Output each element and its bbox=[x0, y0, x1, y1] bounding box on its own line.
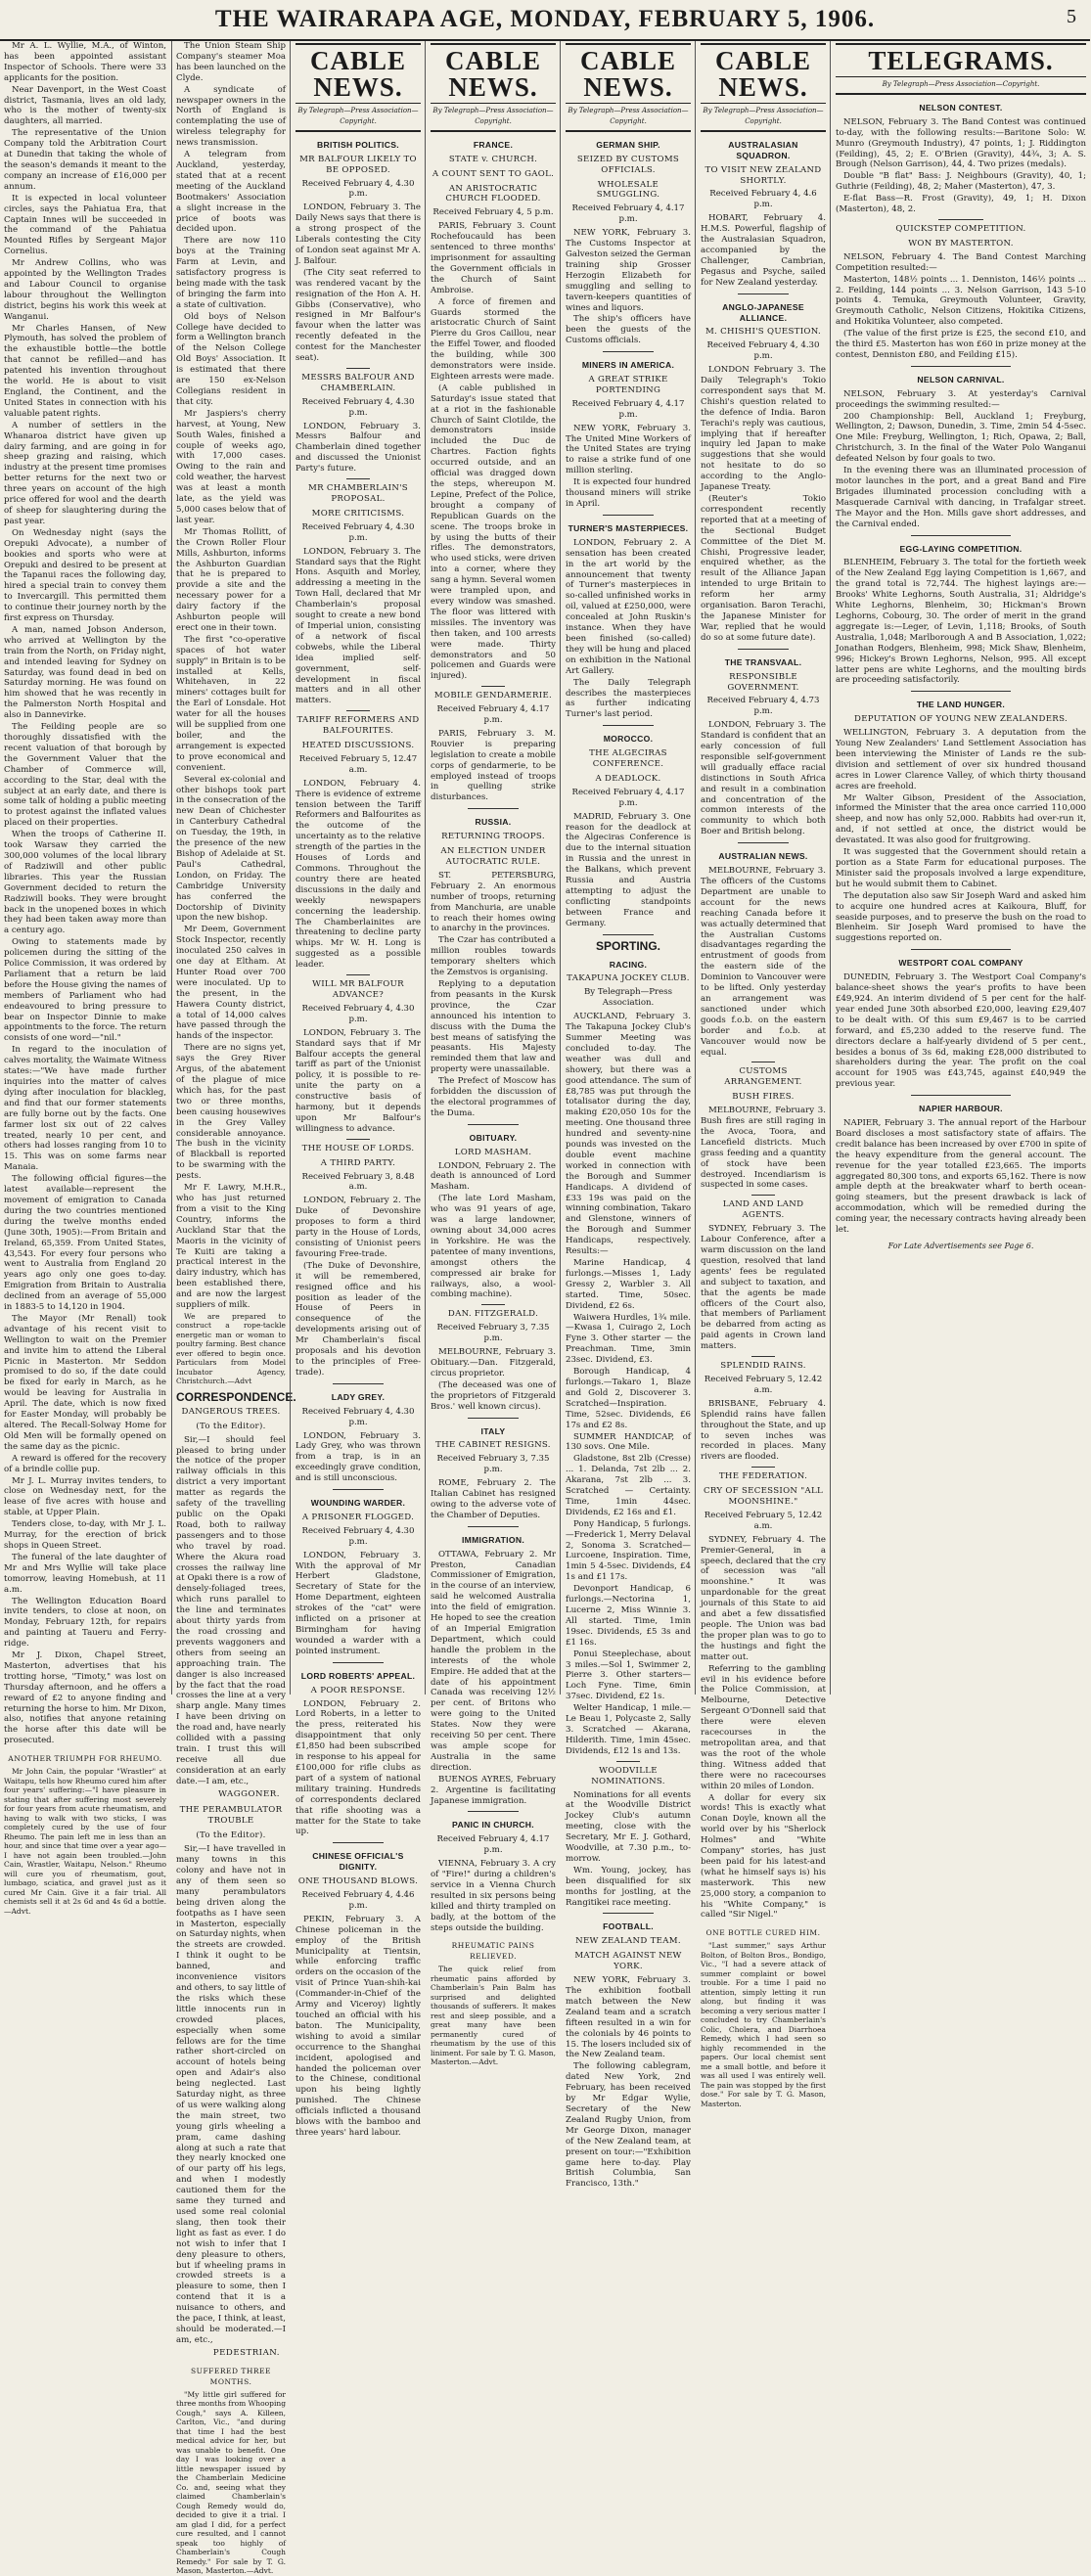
article-paragraph: When the troops of Catherine II. took Warsaw they carried the 300,000 volumes of the local library of Radziwill and other public libraries. This year the Russian Government decided to return the Radziwill books. They were brought back in the unopened boxes in which they had been taken away more than a century ago. bbox=[4, 830, 166, 936]
section-heading: MINERS IN AMERICA. bbox=[581, 360, 675, 371]
subheading: WILL MR BALFOUR ADVANCE? bbox=[312, 979, 404, 1000]
column-rule bbox=[603, 1913, 653, 1914]
article-paragraph: PEKIN, February 3. A Chinese policeman in the employ of the British Municipality at Tientsin, while enforcing traffic orders on the occasion of the visit of Prince Yuan-shih-kai (Commander-in-Chief of the Army and Viceroy) lightly touched an official with his baton. The Municipality, wishing to avoid a similar occurrence to the Shanghai incident, apologised and handed the policeman over to the Chinese, conditional upon his being lightly punished. The Chinese officials inflicted a thousand blows with the bamboo and three years' hard labour. bbox=[295, 1914, 421, 2138]
article-paragraph: Double "B flat" Bass: J. Neighbours (Gravity), 40, 1; Guthrie (Feilding), 48, 2; Maher (Masterton), 47, 3. bbox=[836, 171, 1086, 193]
section-heading: RUSSIA. bbox=[475, 817, 512, 828]
column-rule bbox=[468, 808, 518, 809]
article-paragraph: Owing to statements made by policemen during the sitting of the Police Commission, it was ordered by Parliament that a return be laid before the House giving the names of members of Parliament who had endeavoured to bring pressure to bear on Inspector Dinnie to make appointments to the force. The return consists of one word—"nil." bbox=[4, 937, 166, 1044]
column-4 bbox=[425, 41, 561, 2067]
column-rule bbox=[616, 1761, 639, 1762]
article-paragraph: ROME, February 2. The Italian Cabinet has resigned owing to the adverse vote of the Chamber of Deputies. bbox=[431, 1478, 556, 1520]
article-paragraph: NELSON, February 4. The Band Contest Marching Competition resulted:— bbox=[836, 251, 1086, 273]
section-heading: FOOTBALL. bbox=[603, 1921, 654, 1932]
column-rule bbox=[603, 934, 653, 935]
article-paragraph: AUCKLAND, February 3. The Takapuna Jockey Club's Summer Meeting was concluded to-day. The weather was dull and showery, but there was a good attendance. The sum of £8,785 was put through the totalisator during the day, making £20,050 10s for the meeting. One thousand three hundred and seventy-nine pounds was invested on the double event machine worked in connection with the Borough and Summer Handicaps. A dividend of £33 19s was paid on the winning combination, Takaro and Glenstone, winners of the Borough and Summer Handicaps, respectively. Results:— bbox=[566, 1012, 691, 1257]
cable-news-header: CABLE NEWS. bbox=[701, 43, 826, 104]
press-byline: By Telegraph—Press Association—Copyright. bbox=[701, 106, 826, 132]
column-rule bbox=[468, 1418, 518, 1419]
article-paragraph: Devonport Handicap, 6 furlongs.—Nectorina 1, Lucerne 2, Miss Winnie 3. All started. Time, 1min 19sec. Dividends, £5 3s and £1 16s. bbox=[566, 1584, 691, 1648]
article-paragraph: Welter Handicap, 1 mile.—Le Beau 1, Polycaste 2, Sally 3. Scratched — Akarana, Hilderith. Time, 1min 45sec. Dividends, £12 1s and 13s. bbox=[566, 1703, 691, 1756]
section-heading: ANGLO-JAPANESE ALLIANCE. bbox=[722, 301, 804, 323]
press-byline: By Telegraph—Press Association—Copyright. bbox=[836, 79, 1086, 95]
signature: WAGGONER. bbox=[218, 1788, 280, 1799]
cable-news-header: CABLE NEWS. bbox=[566, 43, 691, 104]
section-heading: NAPIER HARBOUR. bbox=[919, 1104, 1003, 1114]
signature: PEDESTRIAN. bbox=[212, 2347, 280, 2358]
subheading: ONE THOUSAND BLOWS. bbox=[297, 1876, 419, 1887]
subheading: RESPONSIBLE GOVERNMENT. bbox=[727, 671, 799, 693]
telegrams-header: TELEGRAMS. bbox=[836, 43, 1086, 77]
article-paragraph: The deputation also saw Sir Joseph Ward and asked him to acquire one hundred acres at Kaikoura, Bluff, for seaside purposes, and to preserve the bush on the road to Blenheim. Sir Joseph Ward promised to have the suggestions reported on. bbox=[836, 890, 1086, 944]
subheading: CUSTOMS ARRANGEMENT. bbox=[724, 1066, 802, 1088]
article-paragraph: It is expected four hundred thousand miners will strike in April. bbox=[566, 477, 691, 509]
article-paragraph: Mr Deem, Government Stock Inspector, recently inoculated 250 calves in one day at Eltham. At Hunter Road over 700 were inoculated. Up to the present, in the Hawera County district, a total of 14,000 calves have passed through the hands of the inspector. bbox=[176, 925, 286, 1042]
article-paragraph: The funeral of the late daughter of Mr and Mrs Wyllie will take place tomorrow, leaving Homebush, at 11 a.m. bbox=[4, 1552, 166, 1595]
subheading: WOODVILLE NOMINATIONS. bbox=[591, 1765, 665, 1786]
column-rule bbox=[346, 478, 369, 479]
article-paragraph: On Wednesday night (says the Orepuki Advocate), a number of bookies and sports who were at Orepuki and desired to be present at the Tapanui races the following day, hired a special train to convey them to Invercargill. This permitted them to continue their journey north by the first express on Thursday. bbox=[4, 527, 166, 624]
article-paragraph: ST. PETERSBURG, February 2. An enormous number of troops, returning from Manchuria, are unable to reach their homes owing to anarchy in the provinces. bbox=[431, 870, 556, 934]
dateline: Received February 5, 12.47 a.m. bbox=[298, 753, 418, 775]
article-paragraph: MELBOURNE, February 3. The officers of the Customs Department are unable to account for the news reaching Canada before it was actually determined that the Australian Customs disadvantages regarding the entrustment of goods from the eastern side of the Dominion to Vancouver were to be lifted. Only yesterday an arrangement was sanctioned under which goods f.o.b. on the eastern border and f.o.b. at Vancouver would now be equal. bbox=[701, 866, 826, 1058]
press-byline: By Telegraph—Press Association—Copyright. bbox=[431, 106, 556, 132]
dateline: Received February 4, 4.30 p.m. bbox=[301, 521, 415, 543]
dateline: Received February 4, 4.30 p.m. bbox=[301, 1406, 415, 1427]
subheading: MORE CRITICISMS. bbox=[311, 508, 405, 519]
subheading: BUSH FIRES. bbox=[732, 1092, 795, 1103]
article-paragraph: Nominations for all events at the Woodville District Jockey Club's autumn meeting, close with the Secretary, Mr E. J. Gothard, Woodville, at 7.30 p.m., to-morrow. bbox=[566, 1789, 691, 1864]
subheading: THE FEDERATION. bbox=[718, 1471, 808, 1482]
article-paragraph: (The late Lord Masham, who was 91 years of age, was a large landowner, owning about 34,000 acres in Yorkshire. He was the patentee of many inventions, amongst others the compressed air brake for railways, also, a wool-combing machine). bbox=[431, 1194, 556, 1300]
article-paragraph: The Mayor (Mr Renall) took advantage of his recent visit to Wellington to wait on the Premier and invite him to attend the Liberal Picnic in Masterton. Mr Seddon promised to do so, if the date could be fixed for early in March, as he would be leaving for Australia in April. The date, which is now fixed for Easter Monday, will probably be altered. The Recall-Solway Home for Old Men will be formally opened on the same day as the picnic. bbox=[4, 1313, 166, 1452]
press-byline: By Telegraph—Press Association—Copyright. bbox=[566, 106, 691, 132]
article-paragraph: The Wellington Education Board invite tenders, to close at noon, on Monday, February 12th, for repairs and painting at Taueru and Ferry-ridge. bbox=[4, 1596, 166, 1650]
section-heading: GERMAN SHIP. bbox=[596, 139, 660, 150]
advertisement-heading: SUFFERED THREE MONTHS. bbox=[191, 2366, 271, 2386]
dateline: Received February 4, 4.30 p.m. bbox=[301, 1525, 415, 1547]
column-rule bbox=[938, 219, 983, 220]
section-heading: ITALY bbox=[480, 1425, 506, 1436]
article-paragraph: BUENOS AYRES, February 2. Argentine is facilitating Japanese immigration. bbox=[431, 1774, 556, 1806]
subheading: DANGEROUS TREES. bbox=[181, 1406, 281, 1417]
subheading: A PRISONER FLOGGED. bbox=[301, 1512, 415, 1522]
article-paragraph: It is expected in local volunteer circles, says the Pahiatua Era, that Captain Innes will be succeeded in the command of the Pahiatua Mounted Rifles by Sergeant Major Cornelius. bbox=[4, 193, 166, 257]
subheading: QUICKSTEP COMPETITION. bbox=[895, 223, 1026, 234]
masthead bbox=[0, 0, 1090, 41]
article-paragraph: Sir,—I should feel pleased to bring under the notice of the proper railway officials in this district a very important matter as regards the safety of the travelling public on the Opaki Road, both to railway passengers and to those who travel by road. Where the Akura road crosses the railway line at Opaki there is a row of densely-foliaged trees, which runs parallel to the line and terminates about thirty yards from the road crossing and prevents waggoners and others from seeing an approaching train. The danger is also increased by the fact that the road crosses the line at a very sharp angle. Many times I have been driving on the road and, have nearly collided with a passing train. I trust this will receive all due consideration at an early date.—I am, etc., bbox=[176, 1434, 286, 1786]
advertisement-text: Mr John Cain, the popular "Wrastler" at Waitapu, tells how Rheumo cured him after four years' suffering:—"I have pleasure in stating that after suffering most severely for four years from acute rheumatism, and having to walk with two sticks, I was completely cured by the use of four Rheumo. The pain left me in less than an hour, and since that time over a year ago—I have not again been troubled.—John Cain, Wrastler, Waitapu, Nelson." Rheumo will cure you of rheumatism, gout, lumbago, sciatica, and gravel just as it cured Mr Cain. Give it a fair trial. All chemists sell it at 2s 6d and 4s 6d a bottle.—Advt. bbox=[4, 1767, 166, 1916]
article-paragraph: Replying to a deputation from peasants in the Kursk province, the Czar announced his intention to discuss with the Duma the best means of satisfying the peasants. His Majesty reminded them that law and property were unassailable. bbox=[431, 978, 556, 1075]
dateline: Received February 4, 4.30 p.m. bbox=[301, 396, 415, 418]
article-paragraph: LONDON, February 2. A sensation has been created in the art world by the announcement that twenty of Turner's masterpieces in so-called unfinished works in oil, valued at £250,000, were concealed at John Ruskin's instance. When they have been finished (so-called) they will be hung and placed on exhibition in the National Art Gallery. bbox=[566, 537, 691, 676]
article-paragraph: HOBART, February 4. H.M.S. Powerful, flagship of the Australasian Squadron, accompanied by the Challenger, Cambrian, Pegasus and Psyche, sailed for New Zealand yesterday. bbox=[701, 213, 826, 288]
article-paragraph: A syndicate of newspaper owners in the North of England is contemplating the use of wireless telegraphy for news transmission. bbox=[176, 84, 286, 149]
column-rule bbox=[603, 725, 653, 726]
column-3 bbox=[290, 41, 426, 2138]
article-paragraph: SYDNEY, February 4. The Premier-General, in a speech, declared that the cry of secession was "all moonshine." It was unpardonable for the great journals of this State to aid and abet a few dissatisfied people. The Union was bad the proper plan was to go to the hustings and fight the matter out. bbox=[701, 1534, 826, 1662]
column-6 bbox=[695, 41, 831, 2108]
cable-news-header: CABLE NEWS. bbox=[295, 43, 421, 104]
article-paragraph: The Czar has contributed a million roubles towards temporary shelters which the Zemstvos is organising. bbox=[431, 935, 556, 978]
subheading: CRY OF SECESSION "ALL MOONSHINE." bbox=[703, 1486, 824, 1508]
article-paragraph: Pony Handicap, 5 furlongs.—Frederick 1, Merry Delaval 2, Sonoma 3. Scratched—Lurcoene, Inspiration. Time, 1min 5 4-5sec. Dividends, £4 1s and £1 17s. bbox=[566, 1518, 691, 1583]
section-heading: LORD ROBERTS' APPEAL. bbox=[300, 1670, 416, 1681]
article-paragraph: Near Davenport, in the West Coast district, Tasmania, lives an old lady, who is the mother of twenty-six daughters, all married. bbox=[4, 84, 166, 127]
column-rule bbox=[603, 351, 653, 352]
article-paragraph: Gladstone, 8st 2lb (Cresse) ... 1. Delanda, 7st 2lb ... 2. Akarana, 7st 2lb ... 3. Scratched — Certainty. Time, 1min 44sec. Dividends, £2 16s and £1. bbox=[566, 1454, 691, 1517]
article-paragraph: (Reuter's Tokio correspondent recently reported that at a meeting of the Sectional Budget Committee of the Diet M. Chishi, Progressive leader, enquired whether, as the result of the Alliance Japan intended to urge Britain to reform her army organisation. Baron Terachi, the Japanese Minister for War, replied that he would do so at some future date). bbox=[701, 494, 826, 643]
article-paragraph: Mr A. L. Wyllie, M.A., of Winton, has been appointed assistant Inspector of Schools. There were 33 applicants for the position. bbox=[4, 41, 166, 83]
article-paragraph: There are now 110 boys at the Training Farm at Levin, and satisfactory progress is being made with the task of bringing the farm into a state of cultivation. bbox=[176, 236, 286, 310]
column-rule bbox=[333, 1662, 383, 1663]
article-paragraph: VIENNA, February 3. A cry of "Fire!" during a children's service in a Vienna Church resulted in six persons being killed and thirty trampled on badly, at the bottom of the steps outside the building. bbox=[431, 1859, 556, 1933]
dateline: Received February 4, 4.17 p.m. bbox=[436, 1834, 550, 1856]
subheading: AN ELECTION UNDER AUTOCRATIC RULE. bbox=[440, 846, 546, 867]
article-paragraph: Mr Charles Hansen, of New Plymouth, has solved the problem of the exhaustible bottle—the bottle that cannot be refilled—and has patented his invention throughout the world. He is about to visit England, the Continent, and the United States in connection with his valuable patent rights. bbox=[4, 323, 166, 419]
article-paragraph: Mr J. Dixon, Chapel Street, Masterton, advertises that his trotting horse, "Timoty," was lost on Thursday afternoon, and he offers a reward of £2 to anyone finding and returning the horse to him. Mr Dixon, also, notifies that anyone retaining the horse after this date will be prosecuted. bbox=[4, 1650, 166, 1746]
section-heading: NELSON CARNIVAL. bbox=[917, 374, 1005, 384]
article-paragraph: MELBOURNE, February 3. Obituary.—Dan. Fitzgerald, circus proprietor. bbox=[431, 1347, 556, 1378]
advertisement-text: We are prepared to construct a rope-tackle energetic man or woman to poultry farming. Best chance ever offered to begin once. Particulars from Model Incubator Agency, Christchurch.—Advt bbox=[176, 1311, 286, 1386]
subheading: MR BALFOUR LIKELY TO BE OPPOSED. bbox=[299, 154, 417, 175]
article-paragraph: 200 Championship: Bell, Auckland 1; Freyburg, Wellington, 2; Dawson, Dunedin, 3. Time, 2min 54 4-5sec. One Mile: Freyburg, Wellington, 1; Rich, Opawa, 2; Ball, Christchurch, 3. In the final of the Water Polo Wanganui defeated Nelson by four goals to two. bbox=[836, 411, 1086, 465]
column-7 bbox=[830, 41, 1091, 1695]
column-rule bbox=[333, 1383, 383, 1384]
dateline: Received February 4, 4.30 p.m. bbox=[301, 178, 415, 200]
column-rule bbox=[346, 1139, 369, 1140]
article-paragraph: Borough Handicap, 4 furlongs.—Takaro 1, Blaze and Gold 2, Discoverer 3. Scratched—Inspiration. Time, 52sec. Dividends, £6 17s and £2 8s. bbox=[566, 1367, 691, 1430]
subheading: A COUNT SENT TO GAOL. bbox=[432, 168, 555, 179]
column-rule bbox=[911, 366, 1011, 367]
section-heading: NELSON CONTEST. bbox=[919, 102, 1003, 113]
column-rule bbox=[738, 842, 788, 843]
subheading: THE ALGECIRAS CONFERENCE. bbox=[589, 748, 667, 770]
dateline: Received February 3, 8.48 a.m. bbox=[301, 1171, 415, 1193]
column-rule bbox=[346, 710, 369, 711]
article-paragraph: A force of firemen and Guards stormed the aristocratic Church of Saint Pierre du Gros Caillou, near the Eiffel Tower, and flooded the building, while 300 demonstrators were inside. Eighteen arrests were made. bbox=[431, 296, 556, 382]
article-paragraph: LONDON February 3. The Daily Telegraph's Tokio correspondent says that M. Chishi's question related to the defence of India. Baron Terachi's reply was cautious, implying that if hereafter inquiry led Japan to make suggestions that she would not hesitate to do so according to the Anglo-Japanese Treaty. bbox=[701, 365, 826, 493]
article-paragraph: E-flat Bass—R. Frost (Gravity), 49, 1; H. Dixon (Masterton), 48, 2. bbox=[836, 194, 1086, 215]
article-paragraph: (The value of the first prize is £25, the second £10, and the third £5. Masterton has won £60 in prize money at the contest, Denniston £80, and Feilding £15). bbox=[836, 329, 1086, 360]
advertisement bbox=[701, 1941, 826, 2108]
article-paragraph: In regard to the inoculation of calves mortality, the Waimate Witness states:—"We have made further inquiries into the matter of calves dying after inoculation for blackleg, and find that our former statements are fully borne out by the facts. One farmer lost six out of 22 calves treated, nearly 10 per cent, and others had losses ranging from 10 to 15. This was on some farms near Manaia. bbox=[4, 1045, 166, 1173]
article-paragraph: The Prefect of Moscow has forbidden the discussion of the electoral programmes of the Duma. bbox=[431, 1076, 556, 1118]
dateline: Received February 3, 7.35 p.m. bbox=[436, 1323, 550, 1344]
advertisement-text: "Last summer," says Arthur Bolton, of Bolton Bros., Bondigo, Vic., "I had a severe attack of summer complaint or bowel trouble. For a time I paid no attention, simply letting it run along, but finding it was becoming a very serious matter I concluded to try Chamberlain's Colic, Cholera, and Diarrhoea Remedy, which I had seen so highly recommended in the papers. Our local chemist sent me a small bottle, and before it was all used I was entirely well. The pain was stopped by the first dose." For sale by T. G. Mason, Masterton. bbox=[701, 1941, 826, 2108]
column-2 bbox=[171, 41, 296, 2575]
article-paragraph: Mr Thomas Rollitt, of the Crown Roller Flour Mills, Ashburton, informs the Ashburton Guardian that he is prepared to provide a site and the necessary power for a dairy factory if the Ashburton people will erect one in their town. bbox=[176, 526, 286, 633]
dateline: Received February 5, 12.42 a.m. bbox=[704, 1510, 823, 1531]
subheading: AN ARISTOCRATIC CHURCH FLOODED. bbox=[445, 183, 541, 204]
article-paragraph: Mr Andrew Collins, who was appointed by the Wellington Trades and Labour Council to organise labour throughout the Wellington district, begins his work this week at Wanganui. bbox=[4, 258, 166, 322]
section-heading: BRITISH POLITICS. bbox=[317, 139, 399, 150]
section-heading: LADY GREY. bbox=[331, 1391, 386, 1402]
article-paragraph: LONDON, February 3. The Daily News says that there is a strong prospect of the Liberals contesting the City of London seat against Mr A. J. Balfour. bbox=[295, 203, 421, 266]
article-paragraph: The Daily Telegraph describes the masterpieces as further indicating Turner's last period. bbox=[566, 677, 691, 720]
section-heading: AUSTRALIAN NEWS. bbox=[718, 851, 808, 862]
article-paragraph: LONDON, February 3. The Standard says that if Mr Balfour accepts the general tariff as part of the Unionist policy, it is possible to re-unite the party on a constructive basis of harmony, but it depends upon Mr Balfour's willingness to advance. bbox=[295, 1027, 421, 1134]
article-paragraph: (The deceased was one of the proprietors of Fitzgerald Bros.' well known circus). bbox=[431, 1379, 556, 1412]
article-paragraph: BLENHEIM, February 3. The total for the fortieth week of the New Zealand Egg laying Competition is 1,667, and the grand total is 72,744. The highest layings are:—Brooks' White Leghorns, South Australia, 31; Aldridge's White Leghorns, Blenheim, 30; Hickman's Brown Leghorns, Cobourg, 30. The order of merit in the grand aggregate is:—Leger, of Levin, 1,118; Brooks, of South Australia, 1,048; Marlborough A and B Association, 1,022; Jonathan Rodgers, Blenheim, 998; Mick Shaw, Blenheim, 996; Hickey's Brown Leghorns, Nelson, 995. All except latter pens are white Leghorns, and the moulting birds are proceeding satisfactorily. bbox=[836, 558, 1086, 686]
section-title: CORRESPONDENCE. bbox=[176, 1389, 296, 1404]
subheading: SPLENDID RAINS. bbox=[720, 1361, 806, 1372]
section-heading: OBITUARY. bbox=[469, 1132, 518, 1143]
article-paragraph: A telegram from Auckland, yesterday, stated that at a recent meeting of the Auckland Bootmakers' Association a slight increase in the price of boots was decided upon. bbox=[176, 150, 286, 235]
dateline: Received February 3, 7.35 p.m. bbox=[436, 1454, 550, 1475]
advertisement bbox=[431, 1965, 556, 2067]
press-byline: By Telegraph—Press Association—Copyright. bbox=[295, 106, 421, 132]
column-rule bbox=[333, 1842, 383, 1843]
subheading: TARIFF REFORMERS AND BALFOURITES. bbox=[296, 715, 420, 737]
article-paragraph: SYDNEY, February 3. The Labour Conference, after a warm discussion on the land question, resolved that land agents' fees be regulated and subject to taxation, and that the agents be made officers of the Court also, that members of Parliament be debarred from acting as paid agents in Crown land matters. bbox=[701, 1224, 826, 1352]
article-paragraph: LONDON, February 2. Lord Roberts, in a letter to the press, reiterated his disappointment that only £1,850 had been subscribed in response to his appeal for £100,000 for rifle clubs as part of a system of national military training. Hundreds of correspondents declared that rifle shooting was a matter for the State to take up. bbox=[295, 1698, 421, 1837]
subheading: TO VISIT NEW ZEALAND SHORTLY. bbox=[705, 164, 822, 186]
column-rule bbox=[751, 1467, 774, 1468]
article-paragraph: The first "co-operative spaces of hot water supply" in Britain is to be installed at Kells, Whitehaven, in 22 miners' cottages built for the Earl of Lonsdale. Hot water for all the houses will be supplied from one boiler, and the arrangement is expected to prove economical and convenient. bbox=[176, 634, 286, 773]
section-heading: CHINESE OFFICIAL'S DIGNITY. bbox=[312, 1851, 404, 1873]
newspaper-page bbox=[0, 41, 1090, 2575]
subheading: WHOLESALE SMUGGLING. bbox=[596, 179, 660, 201]
advertisement-heading: RHEUMATIC PAINS RELIEVED. bbox=[451, 1941, 535, 1962]
article-paragraph: WELLINGTON, February 3. A deputation from the Young New Zealanders' Land Settlement Association has been interviewing the Minister of Lands re the sub-division and settlement of over six hundred thousand acres in Lower Clarence Valley, of which thirty thousand acres are freehold. bbox=[836, 728, 1086, 791]
article-paragraph: NELSON, February 3. The Band Contest was continued to-day, with the following results:—Baritone Solo: W. Munro (Greymouth Industry), 47 points, 1; J. Riddington (Feilding), 45, 2; E. O'Brien (Gravity), 44¾, 3; A. S. Brough (Nelson Garrison), 44, 4. Two prizes (medals). bbox=[836, 116, 1086, 170]
article-paragraph: The ship's officers have been the guests of the Customs officials. bbox=[566, 314, 691, 346]
article-paragraph: Old boys of Nelson College have decided to form a Wellington branch of the Nelson College Old Boys' Association. It is estimated that there are 150 ex-Nelson Collegians resident in that city. bbox=[176, 311, 286, 407]
column-rule bbox=[751, 1195, 774, 1196]
article-paragraph: Wm. Young, jockey, has been disqualified for six months for jostling, at the Rangitikei race meeting. bbox=[566, 1865, 691, 1908]
subheading: A GREAT STRIKE PORTENDING bbox=[588, 375, 668, 395]
subheading: SEIZED BY CUSTOMS OFFICIALS. bbox=[576, 154, 680, 175]
section-title: SPORTING. bbox=[595, 938, 660, 953]
dateline: Received February 4, 4.17 p.m. bbox=[571, 398, 685, 420]
article-paragraph: The representative of the Union Company told the Arbitration Court at Dunedin that taking the whole of the season's demands it meant to the company an increase of £16,000 per annum. bbox=[4, 128, 166, 192]
section-heading: THE TRANSVAAL. bbox=[724, 656, 802, 667]
late-advertisements-note: For Late Advertisements see Page 6. bbox=[887, 1242, 1034, 1250]
article-paragraph: LONDON, February 3. The Standard is confident that an early concession of full responsible self-government will gradually efface racial distinctions in South Africa and result in a combination and concentration of the common interests of the community to which both Boer and British belong. bbox=[701, 720, 826, 837]
column-rule bbox=[346, 368, 369, 369]
advertisement bbox=[176, 2390, 286, 2576]
page-number: 5 bbox=[1067, 6, 1076, 27]
article-paragraph: NEW YORK, February 3. The Customs Inspector at Galveston seized the German training ship Grosser Herzogin Elizabeth for smuggling and selling to tavern-keepers quantities of wines and liquors. bbox=[566, 228, 691, 313]
article-paragraph: Sir,—I have travelled in many towns in this colony and have not in any of them seen so many perambulators being driven along the footpaths as I have seen in Masterton, especially on Saturday nights, when the streets are crowded. I think it ought to be banned, and inconvenience visitors and others, to say little of the risks which these little innocents run in crowded places, especially when some fellows are for the time rather short-circled on account of hotels being open and Adair's also being neglected. Last Saturday night, as three of us were walking along the main street, two young girls wheeling a pram, came dashing along at such a rate that they nearly knocked one of our party off his legs, and when I modestly cautioned them for the same they turned and used some real colonial slang, then took their light as fast as ever. I do not wish to infer that I deny pleasure to others, but if wheeling prams in crowded streets is a pleasure to some, then I contend that it is a nuisance to others, and the pace, I think, at least, should be moderated.—I am, etc., bbox=[176, 1844, 286, 2345]
section-heading: PANIC IN CHURCH. bbox=[452, 1820, 534, 1830]
article-paragraph: PARIS, February 3. M. Rouvier is preparing legislation to create a mobile corps of gendarmerie, to be employed instead of troops in quelling strike disturbances. bbox=[431, 728, 556, 803]
dateline: Received February 4, 4.46 p.m. bbox=[301, 1890, 415, 1911]
article-paragraph: LONDON, February 2. The death is announced of Lord Masham. bbox=[431, 1160, 556, 1193]
column-rule bbox=[911, 949, 1011, 950]
article-paragraph: Marine Handicap, 4 furlongs.—Misses 1, Lady Gressy 2, Warbler 3. All started. Time, 50sec. Dividend, £2 6s. bbox=[566, 1258, 691, 1311]
article-paragraph: There are no signs yet, says the Grey River Argus, of the abatement of the plague of mice which has, for the past two or three months, been causing housewives in the Grey Valley considerable annoyance. The bush in the vicinity of Blackball is reported to be swarming with the pests. bbox=[176, 1043, 286, 1182]
article-paragraph: In the evening there was an illuminated procession of motor launches in the port, and a great Band and Fire Brigades illuminated procession concluding with a Masquerade Carnival with dancing, in Trafalgar street. The Mayor and the Hon. Mills gave short addresses, and the Carnival ended. bbox=[836, 466, 1086, 529]
subheading: THE HOUSE OF LORDS. bbox=[301, 1143, 415, 1153]
section-heading: EGG-LAYING COMPETITION. bbox=[899, 543, 1023, 554]
advertisement bbox=[4, 1767, 166, 1916]
article-paragraph: Mr F. Lawry, M.H.R., who has just returned from a visit to the King Country, informs the Auckland Star that the Maoris in the vicinity of Te Kuiti are taking a practical interest in the dairy industry, which has been established there, and are now the largest suppliers of milk. bbox=[176, 1183, 286, 1311]
article-paragraph: Mr Jaspiers's cherry harvest, at Young, New South Wales, finished a couple of weeks ago, with 17,000 cases. Owing to the rain and cold weather, the harvest was at least a month late, as the yield was 5,000 cases below that of last year. bbox=[176, 408, 286, 525]
article-paragraph: NEW YORK, February 3. The exhibition football match between the New Zealand team and a scratch fifteen resulted in a win for the colonials by 46 points to 15. The losers included six of the New Zealand team. bbox=[566, 1975, 691, 2060]
dateline: Received February 4, 4.6 p.m. bbox=[709, 189, 817, 210]
advertisement bbox=[176, 1312, 286, 1386]
article-paragraph: Tenders close, to-day, with Mr J. L. Murray, for the erection of brick shops in Queen Street. bbox=[4, 1519, 166, 1551]
article-paragraph: SUMMER HANDICAP, of 130 sovs. One Mile. bbox=[566, 1431, 691, 1453]
dateline: Received February 4, 4.73 p.m. bbox=[706, 696, 820, 717]
column-rule bbox=[468, 1811, 518, 1812]
advertisement-text: The quick relief from rheumatic pains afforded by Chamberlain's Pain Balm has surprised and delighted thousands of sufferers. It makes rest and sleep possible, and a great many have been permanently cured of rheumatism by the use of this liniment. For sale by T. G. Mason, Masterton.—Advt. bbox=[431, 1965, 556, 2067]
section-heading: MOROCCO. bbox=[603, 734, 654, 745]
article-paragraph: Referring to the gambling evil in his evidence before the Police Commission, at Melbourne, Detective Sergeant O'Donnell said that there were eleven racecourses in the metropolitan area, and that was the root of the whole thing. Witness added that there were no racecourses within 20 miles of London. bbox=[701, 1663, 826, 1791]
dateline: Received February 4, 4.17 p.m. bbox=[571, 787, 685, 808]
section-heading: RACING. bbox=[609, 959, 648, 970]
article-paragraph: Several ex-colonial and other bishops took part in the consecration of the new Dean of Chichester in Canterbury Cathedral on Tuesday, the 19th, in the presence of the new Bishop of Adelaide at St. Paul's Cathedral, London, on Friday. The Cambridge University has conferred the Doctorship of Divinity upon the new bishop. bbox=[176, 774, 286, 924]
subheading: TAKAPUNA JOCKEY CLUB. bbox=[567, 973, 690, 984]
column-5 bbox=[560, 41, 696, 2190]
article-paragraph: Waiwera Hurdles, 1¾ mile.—Kwasa 1, Cuirago 2, Loch Fyne 3. Other starter — the Preachman. Time, 3min 23sec. Dividend, £3. bbox=[566, 1312, 691, 1366]
article-paragraph: NELSON, February 3. At yesterday's Carnival proceedings the swimming resulted:— bbox=[836, 388, 1086, 410]
section-heading: IMMIGRATION. bbox=[461, 1534, 525, 1545]
article-paragraph: LONDON, February 3. Messrs Balfour and Chamberlain dined together and discussed the Unionist Party's future. bbox=[295, 421, 421, 475]
article-paragraph: A man, named Jobson Anderson, who arrived at Wellington by the train from the North, on Friday night, and intended leaving for Sydney on Saturday, was found dead in bed on Saturday morning. He was found on him showed that he was recently in the Palmerston North Hospital and also in Dannevirke. bbox=[4, 624, 166, 721]
section-heading: THE LAND HUNGER. bbox=[916, 700, 1006, 710]
dateline: Received February 4, 4.17 p.m. bbox=[436, 704, 550, 726]
subheading: MOBILE GENDARMERIE. bbox=[433, 691, 553, 701]
article-paragraph: A dollar for every six words! This is exactly what Conan Doyle, known all the world over by his "Sherlock Holmes" and "White Company" stories, has just been paid for his latest-and (what he himself says is) his masterwork. This new 25,000 story, a companion to his "White Company," is called "Sir Nigel." bbox=[701, 1792, 826, 1921]
article-paragraph: Mr Walter Gibson, President of the Association, informed the Minister that the area once carried 110,000 sheep, and now has only 52,000. Rabbits had over-run it, and, if not settled at once, the district would be devastated. It was also good for fruitgrowing. bbox=[836, 792, 1086, 846]
subheading: NEW ZEALAND TEAM. bbox=[575, 1936, 681, 1947]
column-rule bbox=[911, 1095, 1011, 1096]
subheading: LAND AND LAND AGENTS. bbox=[722, 1199, 804, 1221]
subheading: MR CHAMBERLAIN'S PROPOSAL. bbox=[307, 483, 408, 504]
article-paragraph: LONDON, February 4. There is evidence of extreme tension between the Tariff Reformers and Balfourites as the outcome of the uncertainty as to the relative strength of the parties in the Houses of Lords and Commons. Throughout the country there are heated discussions in the daily and weekly newspapers concerning the leadership. The Chamberlainites are threatening to decline party whips. Mr W. H. Long is suggested as a possible leader. bbox=[295, 778, 421, 971]
subheading: A THIRD PARTY. bbox=[320, 1157, 396, 1168]
column-rule bbox=[481, 1304, 504, 1305]
section-heading: WESTPORT COAL COMPANY bbox=[898, 958, 1023, 969]
subheading: A POOR RESPONSE. bbox=[310, 1685, 406, 1695]
article-paragraph: Ponui Steeplechase, about 3 miles.—Sol 1, Swimmer 2, Pierre 3. Other starters—Loch Fyne. Time, 6min 37sec. Dividend, £2 1s. bbox=[566, 1649, 691, 1702]
article-paragraph: The Union Steam Ship Company's steamer Moa has been launched on the Clyde. bbox=[176, 41, 286, 83]
subheading: WON BY MASTERTON. bbox=[908, 238, 1014, 249]
article-paragraph: LONDON, February 2. The Duke of Devonshire proposes to form a third party in the House of Lords, consisting of Unionist peers favouring Free-trade. bbox=[295, 1196, 421, 1259]
cable-news-header: CABLE NEWS. bbox=[431, 43, 556, 104]
dateline: Received February 4, 4.17 p.m. bbox=[571, 203, 685, 225]
dateline: Received February 4, 5 p.m. bbox=[432, 207, 554, 218]
section-heading: AUSTRALASIAN SQUADRON. bbox=[728, 139, 798, 160]
article-paragraph: OTTAWA, February 2. Mr Preston, Canadian Commissioner of Emigration, in the course of an interview, said he welcomed Australia into the field of emigration. He hoped to see the creation of an Imperial Emigration Department, which could handle the problem in the interests of the whole Empire. He added that at the date of his appointment Canada was receiving 12½ per cent. of Britons who were going to the United States. Now they were receiving 50 per cent. There was ample scope for Australia in the same direction. bbox=[431, 1549, 556, 1773]
article-paragraph: (The Duke of Devonshire, it will be remembered, resigned office and his position as leader of the House of Peers in consequence of the developments arising out of Mr Chamberlain's fiscal proposals and his devotion to the principles of Free-trade). bbox=[295, 1260, 421, 1378]
advertisement-heading: ONE BOTTLE CURED HIM. bbox=[705, 1928, 821, 1938]
article-paragraph: The following cablegram, dated New York, 2nd February, has been received by Mr Edgar Wylie, Secretary of the New Zealand Rugby Union, from Mr George Dixon, manager of the New Zealand team, at present on tour:—"Exhibition game here to-day. Play British Columbia, San Francisco, 13th." bbox=[566, 2061, 691, 2190]
section-heading: TURNER'S MASTERPIECES. bbox=[568, 522, 689, 533]
subheading: STATE v. CHURCH. bbox=[448, 154, 538, 164]
column-rule bbox=[333, 1489, 383, 1490]
column-rule bbox=[481, 686, 504, 687]
dateline: By Telegraph—Press Association. bbox=[583, 987, 673, 1009]
article-paragraph: PARIS, February 3. Count Rochefoucauld has been sentenced to three months' imprisonment for assaulting the Government officials in the Church of Saint Ambroise. bbox=[431, 221, 556, 295]
dateline: Received February 4, 4.30 p.m. bbox=[706, 340, 820, 362]
article-paragraph: DUNEDIN, February 3. The Westport Coal Company's balance-sheet shows the year's profits to have been £49,924. An interim dividend of 5 per cent for the half-year ended June 30th absorbed £20,000, leaving £29,407 to be dealt with. Of this sum £9,467 is to be carried forward, and £5,230 added to the reserve fund. The directors declare a half-yearly dividend of 5 per cent., besides a bonus of 3s 6d, making £28,000 distributed to shareholders during the year. The profit on the coal account for 1905 was £43,745, against £40,949 the previous year. bbox=[836, 972, 1086, 1090]
section-heading: FRANCE. bbox=[473, 139, 514, 150]
article-paragraph: MADRID, February 3. One reason for the deadlock at the Algeciras Conference is due to the internal situation in Russia and the unrest in the Balkans, which prevent Russia and Austria attempting to adjust the conflicting standpoints between France and Germany. bbox=[566, 811, 691, 928]
column-rule bbox=[911, 691, 1011, 692]
article-paragraph: NEW YORK, February 3. The United Mine Workers of the United States are trying to raise a strike fund of one million sterling. bbox=[566, 423, 691, 476]
article-paragraph: The following official figures—the latest available—represent the movement of emigration to Canada during the two countries mentioned during the twelve months ended (June 30th, 1905):—From Britain and Ireland, 65,359. From United States, 43,543. For every four persons who went to Australia from England 20 years ago only one goes to-day. Emigration from Britain to Australia declined from an average of 55,000 in 1883-5 to 14,120 in 1904. bbox=[4, 1174, 166, 1313]
subheading: HEATED DISCUSSIONS. bbox=[301, 741, 415, 751]
subheading: LORD MASHAM. bbox=[454, 1147, 532, 1157]
column-rule bbox=[738, 649, 788, 650]
subheading: DAN. FITZGERALD. bbox=[447, 1309, 539, 1320]
column-rule bbox=[911, 535, 1011, 536]
article-paragraph: BRISBANE, February 4. Splendid rains have fallen throughout the State, and up to seven inches was recorded in places. Many rivers are flooded. bbox=[701, 1398, 826, 1463]
article-paragraph: NAPIER, February 3. The annual report of the Harbour Board discloses a most satisfactory state of affairs. The credit balance has been increased by over £700 in spite of the heavy expenditure from the general account. The revenue for the year totalled £23,665. The imports aggregated 80,300 tons, and exports 65,162. There is now ample depth at the breakwater wharf to berth ocean-going steamers, but the present drawback is lack of accommodation, which will be remedied during the coming year, the necessary contracts having already been let. bbox=[836, 1118, 1086, 1236]
subheading: RETURNING TROOPS. bbox=[441, 832, 545, 842]
subheading: THE PERAMBULATOR TROUBLE bbox=[179, 1805, 283, 1827]
advertisement-text: "My little girl suffered for three months from Whooping Cough," says A. Killeen, Carlton, Vic., "and during that time I had the best medical advice for her, but was unable to benefit. One day I was looking over a little newspaper issued by the Chamberlain Medicine Co. and, seeing what they claimed Chamberlain's Cough Remedy would do, decided to give it a trial. I am glad I did, for a perfect cure resulted, and I cannot speak too highly of Chamberlain's Cough Remedy." For sale by T. G. Mason, Masterton.—Advt. bbox=[176, 2389, 286, 2575]
advertisement-heading: ANOTHER TRIUMPH FOR RHEUMO. bbox=[8, 1754, 162, 1764]
subheading: THE CABINET RESIGNS. bbox=[435, 1440, 551, 1451]
column-rule bbox=[346, 974, 369, 975]
newspaper-title: THE WAIRARAPA AGE, MONDAY, FEBRUARY 5, 1906. bbox=[214, 6, 876, 32]
article-paragraph: A reward is offered for the recovery of a brindle collie pup. bbox=[4, 1453, 166, 1474]
column-rule bbox=[751, 1356, 774, 1357]
column-rule bbox=[603, 515, 653, 516]
article-paragraph: (A cable published in Saturday's issue stated that at a riot in the fashionable Church of Saint Clotilde, the demonstrators inside included the Duc de Chartres. Faction fights occurred outside, and an official was dragged down the steps, whereupon M. Lepine, Prefect of the Police, brought a company of Republican Guards on the scene. The troops broke in by using the butts of their rifles. The demonstrators, who used sticks, were driven into a corner, where they sang a hymn. Several women were trampled upon, and every window was smashed. The floor was littered with missiles. The inventory was then taken, and 100 arrests were made. Thirty demonstrators and 50 policemen and Guards were injured). bbox=[431, 383, 556, 682]
article-paragraph: LONDON, February 3. The Standard says that the Right Hons. Asquith and Morley, addressing a meeting in the Town Hall, declared that Mr Chamberlain's proposal sought to create a new bond of Imperial union, consisting of a network of fiscal cobwebs, while the Liberal idea implied self-government, self-development in fiscal matters and in all other matters. bbox=[295, 546, 421, 706]
subheading: MATCH AGAINST NEW YORK. bbox=[574, 1951, 682, 1972]
subheading: (To the Editor). bbox=[196, 1421, 266, 1431]
article-paragraph: LONDON, February 3. With the approval of Mr Herbert Gladstone, Secretary of State for the Home Department, eighteen strokes of the "cat" were inflicted on a prisoner at Birmingham for having wounded a warder with a pointed instrument. bbox=[295, 1550, 421, 1656]
article-paragraph: Mr J. L. Murray invites tenders, to close on Wednesday next, for the lease of five acres with house and stable, at Upper Plain. bbox=[4, 1475, 166, 1518]
dateline: Received February 5, 12.42 a.m. bbox=[704, 1374, 823, 1395]
article-paragraph: The Feilding people are so thoroughly dissatisfied with the recent valuation of that borough by the Government Valuer that the Chamber of Commerce will, according to the Star, deal with the subject at an early date, and there is some talk of holding a public meeting to protest against the inflated values placed on their properties. bbox=[4, 722, 166, 829]
article-paragraph: (The City seat referred to was rendered vacant by the resignation of the Hon A. H. Gibbs (Conservative), who resigned in Mr Balfour's favour when the latter was recently defeated in the contest for the Manchester seat). bbox=[295, 267, 421, 364]
article-paragraph: LONDON, February 3. Lady Grey, who was thrown from a trap, is in an exceedingly grave condition, and is still unconscious. bbox=[295, 1430, 421, 1484]
dateline: Received February 4, 4.30 p.m. bbox=[301, 1003, 415, 1024]
subheading: A DEADLOCK. bbox=[595, 773, 661, 784]
subheading: DEPUTATION OF YOUNG NEW ZEALANDERS. bbox=[854, 714, 1068, 725]
column-rule bbox=[468, 1124, 518, 1125]
article-paragraph: A number of settlers in the Whanaroa district have given up dairy farming, and are going in for sheep grazing and raising, which industry at the present time promises better returns for the next two or three years on account of the high price offered for wool and the dearth of sheep for slaughtering during the past year. bbox=[4, 420, 166, 526]
subheading: M. CHISHI'S QUESTION. bbox=[705, 327, 822, 338]
subheading: MESSRS BALFOUR AND CHAMBERLAIN. bbox=[301, 372, 415, 393]
subheading: (To the Editor). bbox=[196, 1830, 266, 1841]
article-paragraph: It was suggested that the Government should retain a portion as a State Farm for educational purposes. The Minister said the proposals involved a large expenditure, but he would submit them to Cabinet. bbox=[836, 847, 1086, 889]
article-paragraph: Masterton, 148½ points ... 1. Denniston, 146½ points ... 2. Feilding, 144 points ... 3. Nelson Garrison, 143 5-10 points 4. Temuka, Greymouth Volunteer, Gravity, Greymouth Catholic, Nelson Citizens, Hokitika Citizens, and Hokitika Volunteer, also competed. bbox=[836, 274, 1086, 328]
column-rule bbox=[468, 1526, 518, 1527]
column-1 bbox=[4, 41, 170, 1916]
article-paragraph: MELBOURNE, February 3. Bush fires are still raging in the Avoca, Toora, and Lancefield districts. Much grass feeding and a quantity of stock have been destroyed. Incendiarism is suspected in some cases. bbox=[701, 1106, 826, 1191]
section-heading: WOUNDING WARDER. bbox=[310, 1498, 406, 1509]
